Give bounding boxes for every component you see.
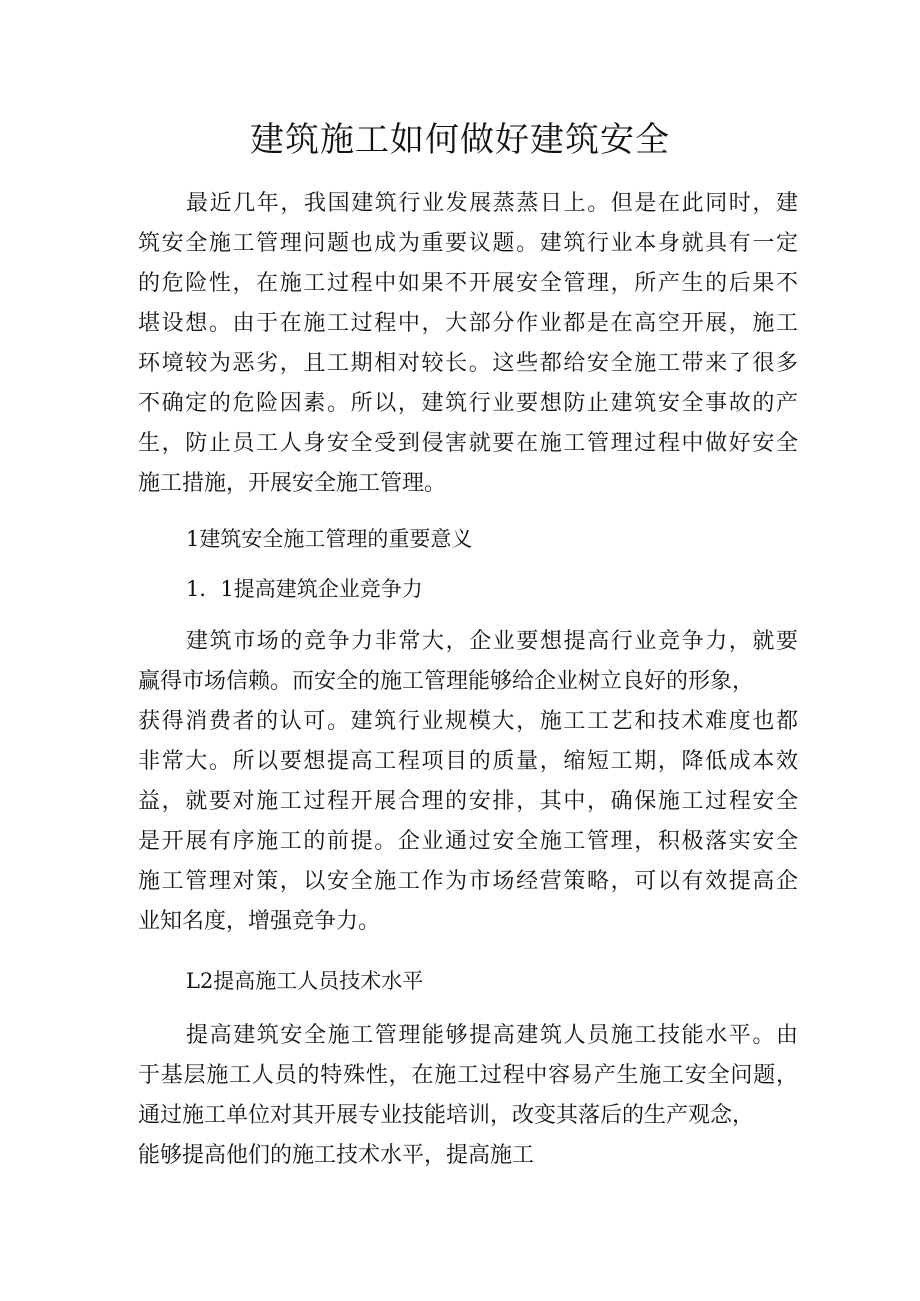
document-title: 建筑施工如何做好建筑安全 <box>250 120 670 160</box>
paragraph-line: 环境较为恶劣，且工期相对较长。这些都给安全施工带来了很多 <box>138 351 798 376</box>
paragraph-line: 筑安全施工管理问题也成为重要议题。建筑行业本身就具有一定 <box>138 231 798 256</box>
paragraph-line: 施工管理对策，以安全施工作为市场经营策略，可以有效提高企 <box>138 869 798 894</box>
paragraph-line: 业知名度，增强竞争力。 <box>138 909 381 934</box>
paragraph-line: 获得消费者的认可。建筑行业规模大，施工工艺和技术难度也都 <box>138 709 798 734</box>
paragraph-line: 是开展有序施工的前提。企业通过安全施工管理，积极落实安全 <box>138 829 798 854</box>
section-heading: 1建筑安全施工管理的重要意义 <box>186 527 473 551</box>
paragraph-line: 生，防止员工人身安全受到侵害就要在施工管理过程中做好安全 <box>138 431 798 456</box>
paragraph-line: 建筑市场的竞争力非常大，企业要想提高行业竞争力，就要 <box>186 629 798 654</box>
paragraph-line: 非常大。所以要想提高工程项目的质量，缩短工期，降低成本效 <box>138 749 798 774</box>
paragraph-line: 的危险性，在施工过程中如果不开展安全管理，所产生的后果不 <box>138 271 798 296</box>
subsection-heading: L2提高施工人员技术水平 <box>186 969 424 993</box>
paragraph-line: 最近几年，我国建筑行业发展蒸蒸日上。但是在此同时，建 <box>186 191 798 216</box>
paragraph-line: 不确定的危险因素。所以，建筑行业要想防止建筑安全事故的产 <box>138 391 798 416</box>
paragraph-line: 赢得市场信赖。而安全的施工管理能够给企业树立良好的形象， <box>138 669 755 694</box>
paragraph-line: 提高建筑安全施工管理能够提高建筑人员施工技能水平。由 <box>186 1023 798 1048</box>
subsection-heading: 1．1提高建筑企业竞争力 <box>186 577 423 601</box>
paragraph-line: 益，就要对施工过程开展合理的安排，其中，确保施工过程安全 <box>138 789 798 814</box>
paragraph-line: 堪设想。由于在施工过程中，大部分作业都是在高空开展，施工 <box>138 311 798 336</box>
paragraph-line: 施工措施，开展安全施工管理。 <box>138 471 447 496</box>
paragraph-line: 能够提高他们的施工技术水平，提高施工 <box>138 1143 535 1168</box>
paragraph-line: 于基层施工人员的特殊性，在施工过程中容易产生施工安全问题， <box>138 1063 798 1088</box>
paragraph-line: 通过施工单位对其开展专业技能培训，改变其落后的生产观念， <box>138 1103 755 1128</box>
